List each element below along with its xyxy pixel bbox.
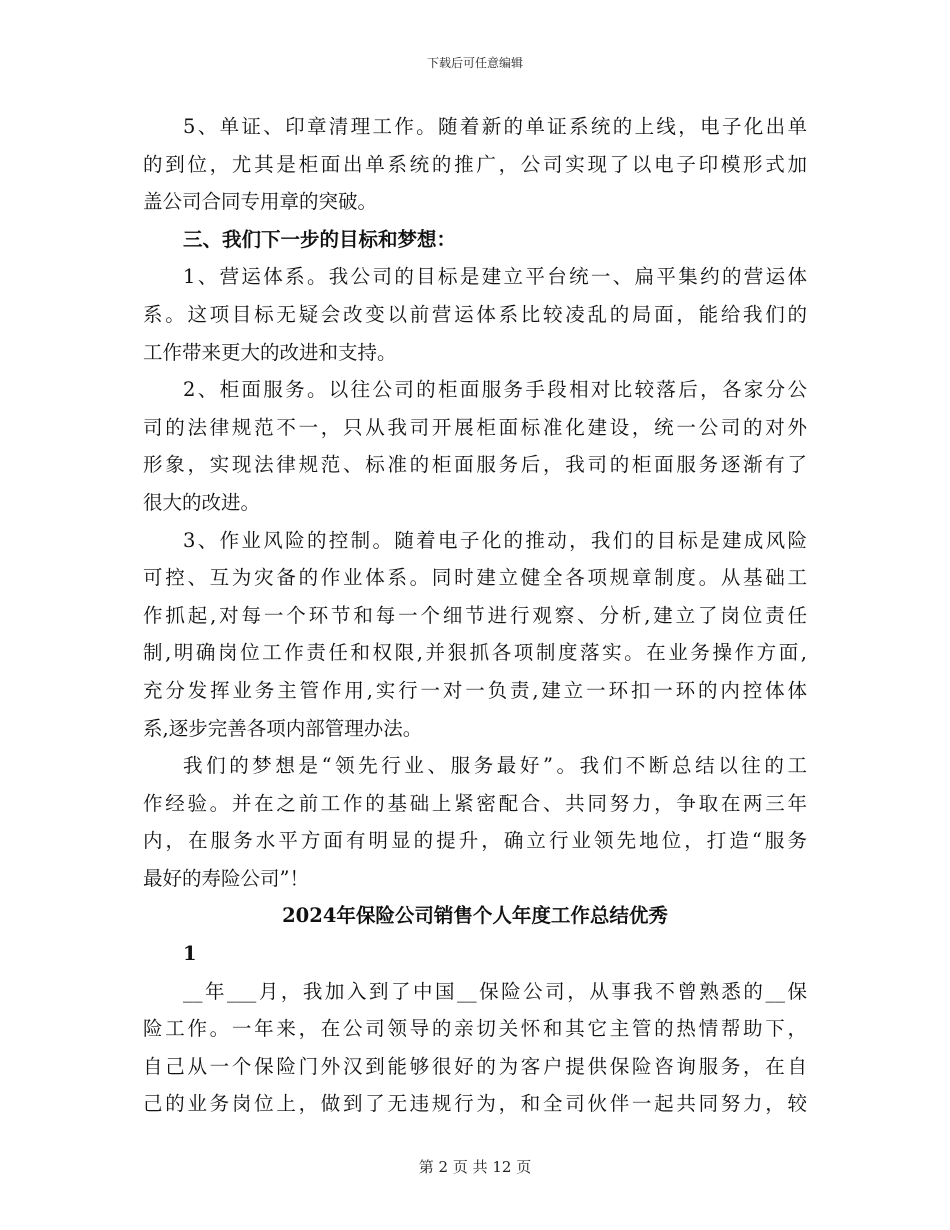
text-line: 制,明确岗位工作责任和权限,并狠抓各项制度落实。在业务操作方面, <box>143 641 807 665</box>
text-line: 形象，实现法律规范、标准的柜面服务后，我司的柜面服务逐渐有了 <box>143 453 807 477</box>
text-line: 盖公司合同专用章的突破。 <box>143 190 378 214</box>
page-header: 下载后可任意编辑 <box>426 56 523 70</box>
page-footer: 第 2 页 共 12 页 <box>418 1158 532 1176</box>
document-body <box>143 108 807 1123</box>
text-line: 我们的梦想是“领先行业、服务最好”。我们不断总结以往的工 <box>183 754 807 778</box>
text-line: 2024年保险公司销售个人年度工作总结优秀 <box>282 904 668 928</box>
text-line: 司的法律规范不一，只从我司开展柜面标准化建设，统一公司的对外 <box>143 415 807 439</box>
text-line: 2、柜面服务。以往公司的柜面服务手段相对比较落后，各家分公 <box>183 378 807 402</box>
text-line: 3、作业风险的控制。随着电子化的推动，我们的目标是建成风险 <box>183 528 807 552</box>
text-line: 作经验。并在之前工作的基础上紧密配合、共同努力，争取在两三年 <box>143 791 807 815</box>
text-line: 很大的改进。 <box>143 490 261 514</box>
text-line: 作抓起,对每一个环节和每一个细节进行观察、分析,建立了岗位责任 <box>143 603 807 627</box>
text-line: 工作带来更大的改进和支持。 <box>143 340 397 364</box>
text-line: 1、营运体系。我公司的目标是建立平台统一、扁平集约的营运体 <box>183 265 807 289</box>
text-line: 系,逐步完善各项内部管理办法。 <box>143 716 423 740</box>
text-line: 己的业务岗位上，做到了无违规行为，和全司伙伴一起共同努力，较 <box>143 1092 807 1116</box>
text-line: 充分发挥业务主管作用,实行一对一负责,建立一环扣一环的内控体体 <box>143 678 807 702</box>
text-line: 1 <box>183 942 197 966</box>
text-line: 三、我们下一步的目标和梦想： <box>183 227 457 251</box>
text-line: 自己从一个保险门外汉到能够很好的为客户提供保险咨询服务，在自 <box>143 1054 807 1078</box>
text-line: 可控、互为灾备的作业体系。同时建立健全各项规章制度。从基础工 <box>143 566 807 590</box>
text-line: 5、单证、印章清理工作。随着新的单证系统的上线，电子化出单 <box>183 115 807 138</box>
text-line: 最好的寿险公司”！ <box>143 866 309 890</box>
text-line: __年___月，我加入到了中国__保险公司，从事我不曾熟悉的__保 <box>183 979 807 1003</box>
text-line: 险工作。一年来，在公司领导的亲切关怀和其它主管的热情帮助下， <box>143 1017 807 1041</box>
text-line: 内，在服务水平方面有明显的提升，确立行业领先地位，打造“服务 <box>143 829 807 853</box>
text-line: 的到位，尤其是柜面出单系统的推广，公司实现了以电子印模形式加 <box>143 152 807 176</box>
text-line: 系。这项目标无疑会改变以前营运体系比较凌乱的局面，能给我们的 <box>143 302 807 326</box>
